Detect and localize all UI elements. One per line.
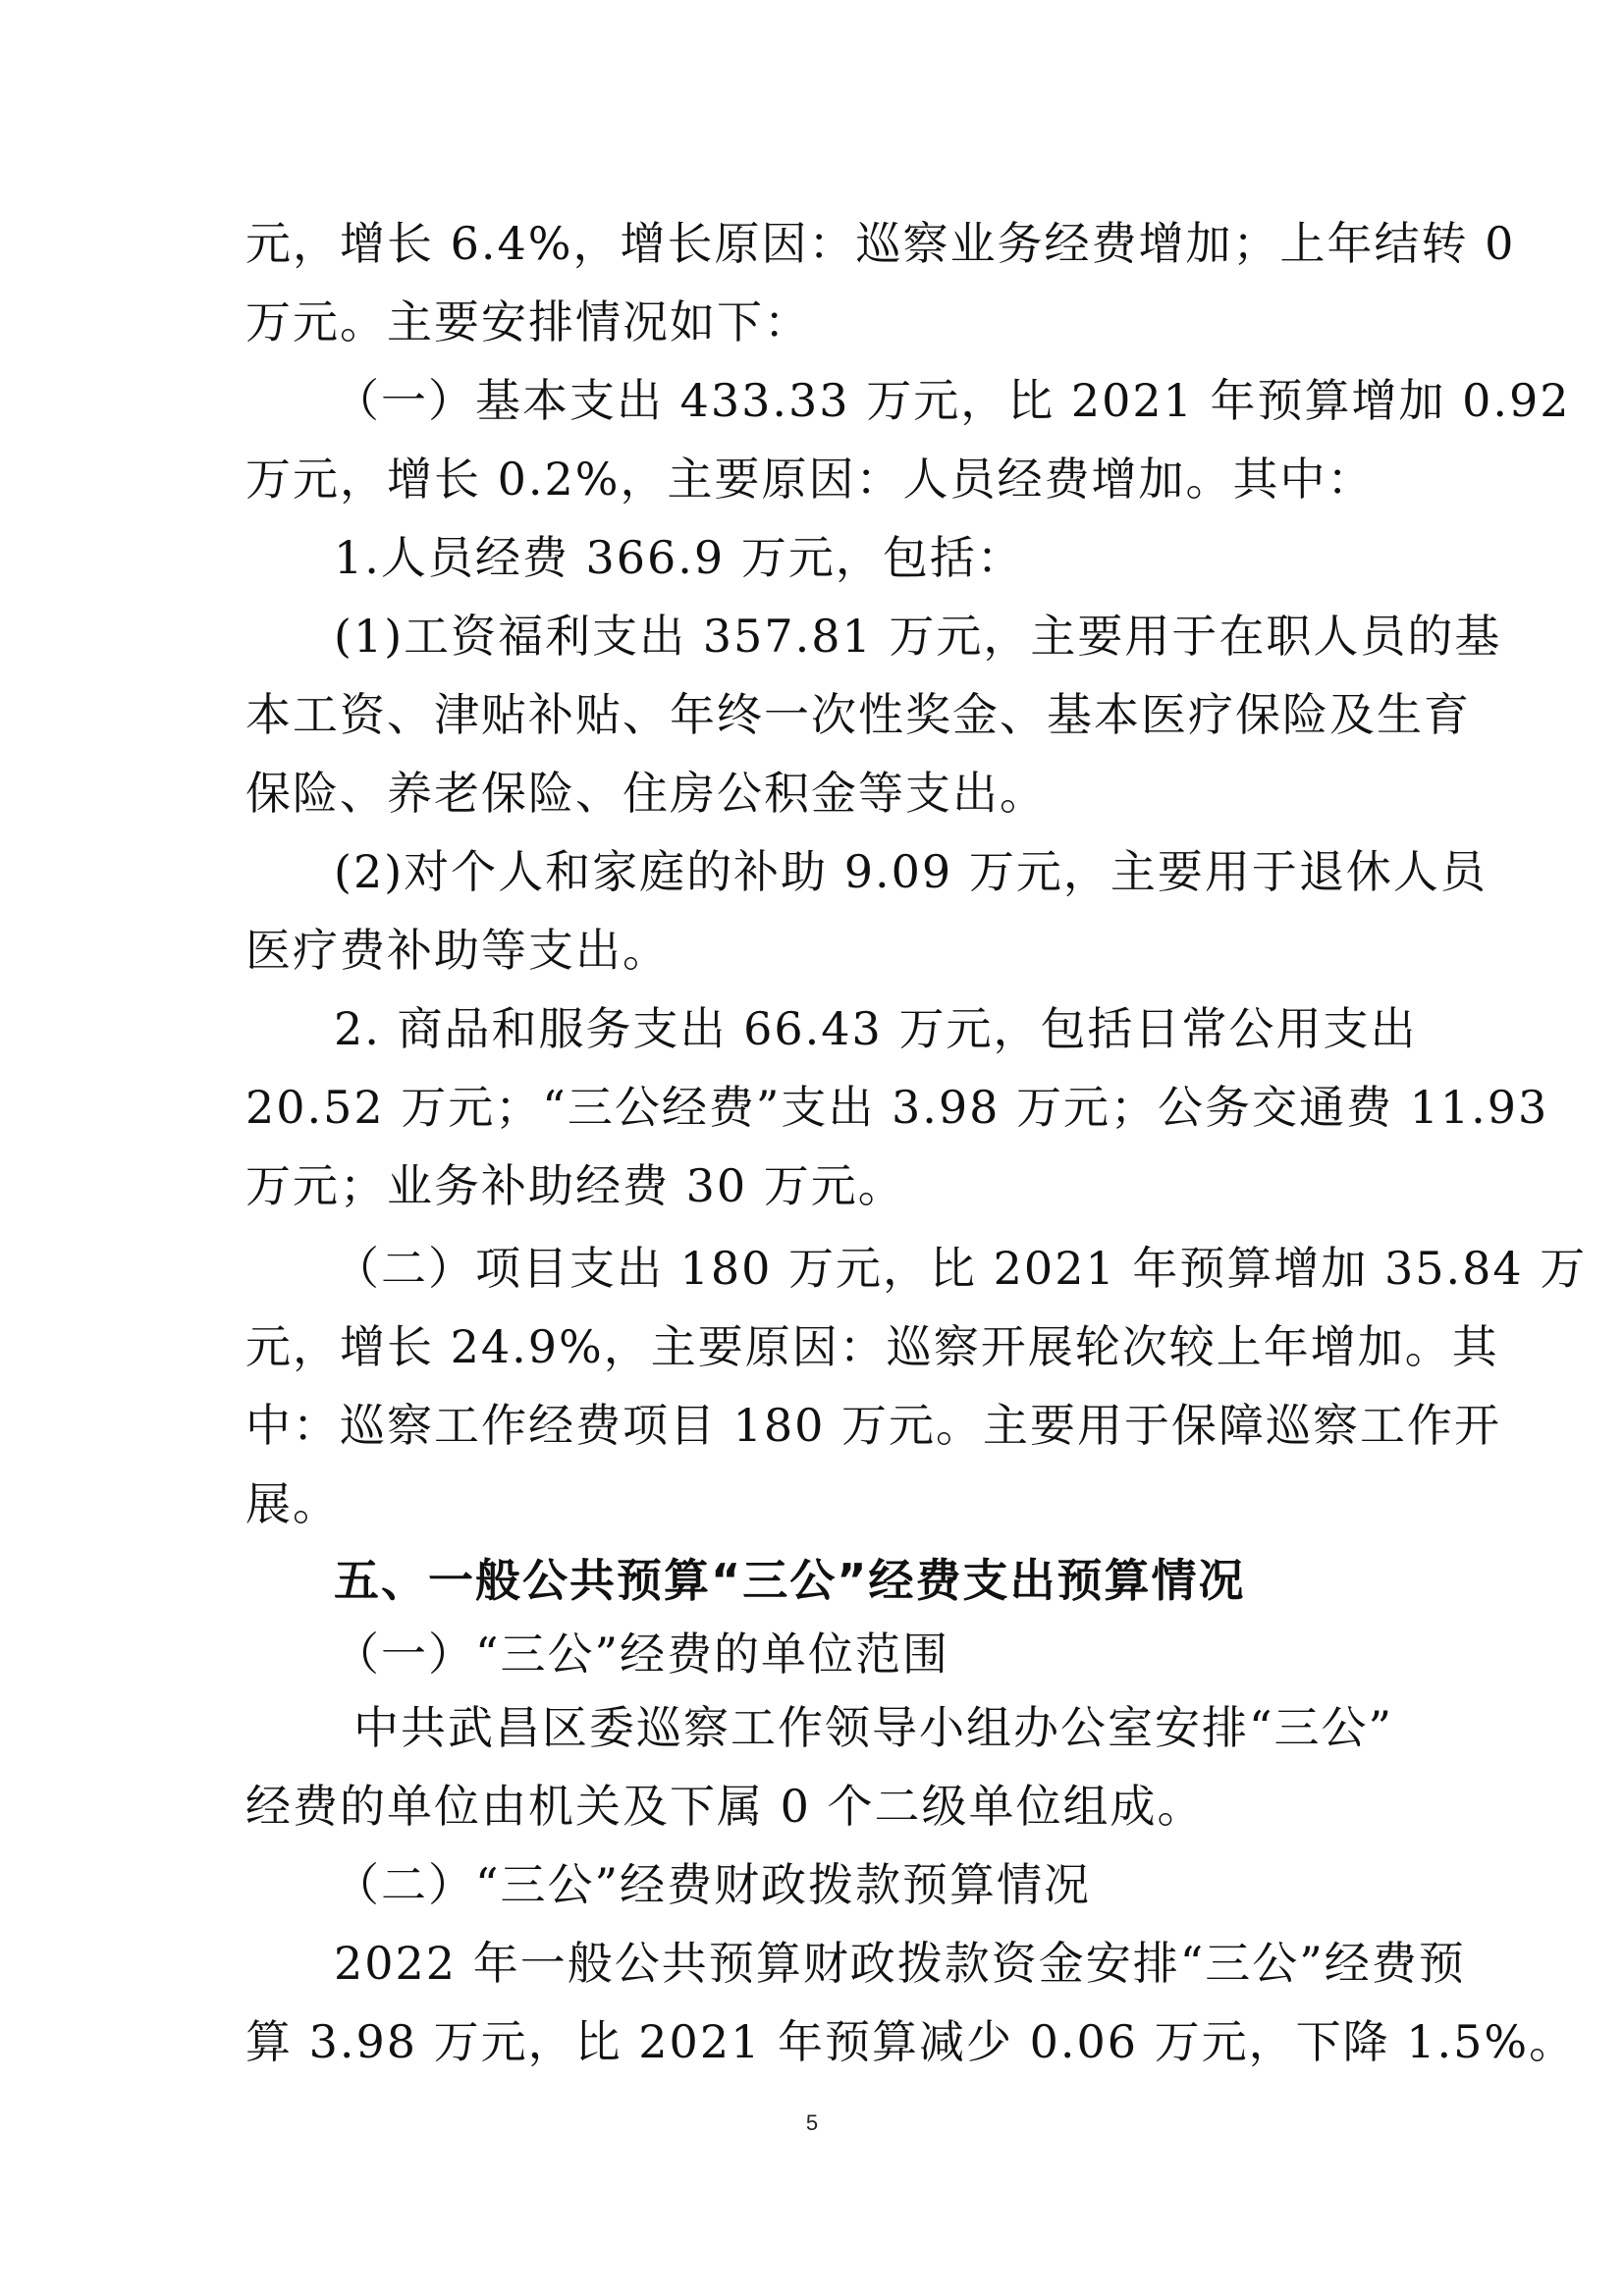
- paragraph-line: 本工资、津贴补贴、年终一次性奖金、基本医疗保险及生育: [245, 688, 1471, 741]
- paragraph-line: 1.人员经费 366.9 万元，包括：: [334, 531, 1024, 584]
- page-number: 5: [805, 2110, 819, 2135]
- paragraph-line: 算 3.98 万元，比 2021 年预算减少 0.06 万元，下降 1.5%。: [245, 2015, 1577, 2068]
- paragraph-line: 中：巡察工作经费项目 180 万元。主要用于保障巡察工作开: [245, 1399, 1502, 1452]
- paragraph-line: 万元；业务补助经费 30 万元。: [245, 1159, 905, 1212]
- paragraph-line: 2022 年一般公共预算财政拨款资金安排“三公”经费预: [334, 1937, 1466, 1990]
- paragraph-line: 2. 商品和服务支出 66.43 万元，包括日常公用支出: [334, 1002, 1418, 1055]
- paragraph-line: 经费的单位由机关及下属 0 个二级单位组成。: [245, 1780, 1205, 1833]
- subsection-heading: （二）“三公”经费财政拨款预算情况: [334, 1858, 1092, 1911]
- paragraph-line: 元，增长 6.4%，增长原因：巡察业务经费增加；上年结转 0: [245, 217, 1516, 270]
- subsection-heading: （一）“三公”经费的单位范围: [334, 1628, 950, 1681]
- paragraph-line: （一）基本支出 433.33 万元，比 2021 年预算增加 0.92: [334, 374, 1571, 427]
- paragraph-line: （二）项目支出 180 万元，比 2021 年预算增加 35.84 万: [334, 1242, 1588, 1295]
- paragraph-line: 医疗费补助等支出。: [245, 924, 670, 977]
- section-heading: 五、一般公共预算“三公”经费支出预算情况: [334, 1554, 1246, 1607]
- paragraph-line: 万元，增长 0.2%，主要原因：人员经费增加。其中：: [245, 453, 1375, 506]
- paragraph-line: 元，增长 24.9%，主要原因：巡察开展轮次较上年增加。其: [245, 1320, 1499, 1373]
- paragraph-line: (2)对个人和家庭的补助 9.09 万元，主要用于退休人员: [334, 845, 1488, 898]
- paragraph-line: 保险、养老保险、住房公积金等支出。: [245, 767, 1047, 820]
- paragraph-line: 万元。主要安排情况如下：: [245, 295, 811, 348]
- paragraph-line: 20.52 万元；“三公经费”支出 3.98 万元；公务交通费 11.93: [245, 1081, 1549, 1134]
- paragraph-line: 展。: [245, 1477, 340, 1530]
- paragraph-line: (1)工资福利支出 357.81 万元，主要用于在职人员的基: [334, 610, 1502, 663]
- paragraph-line: 中共武昌区委巡察工作领导小组办公室安排“三公”: [353, 1701, 1394, 1754]
